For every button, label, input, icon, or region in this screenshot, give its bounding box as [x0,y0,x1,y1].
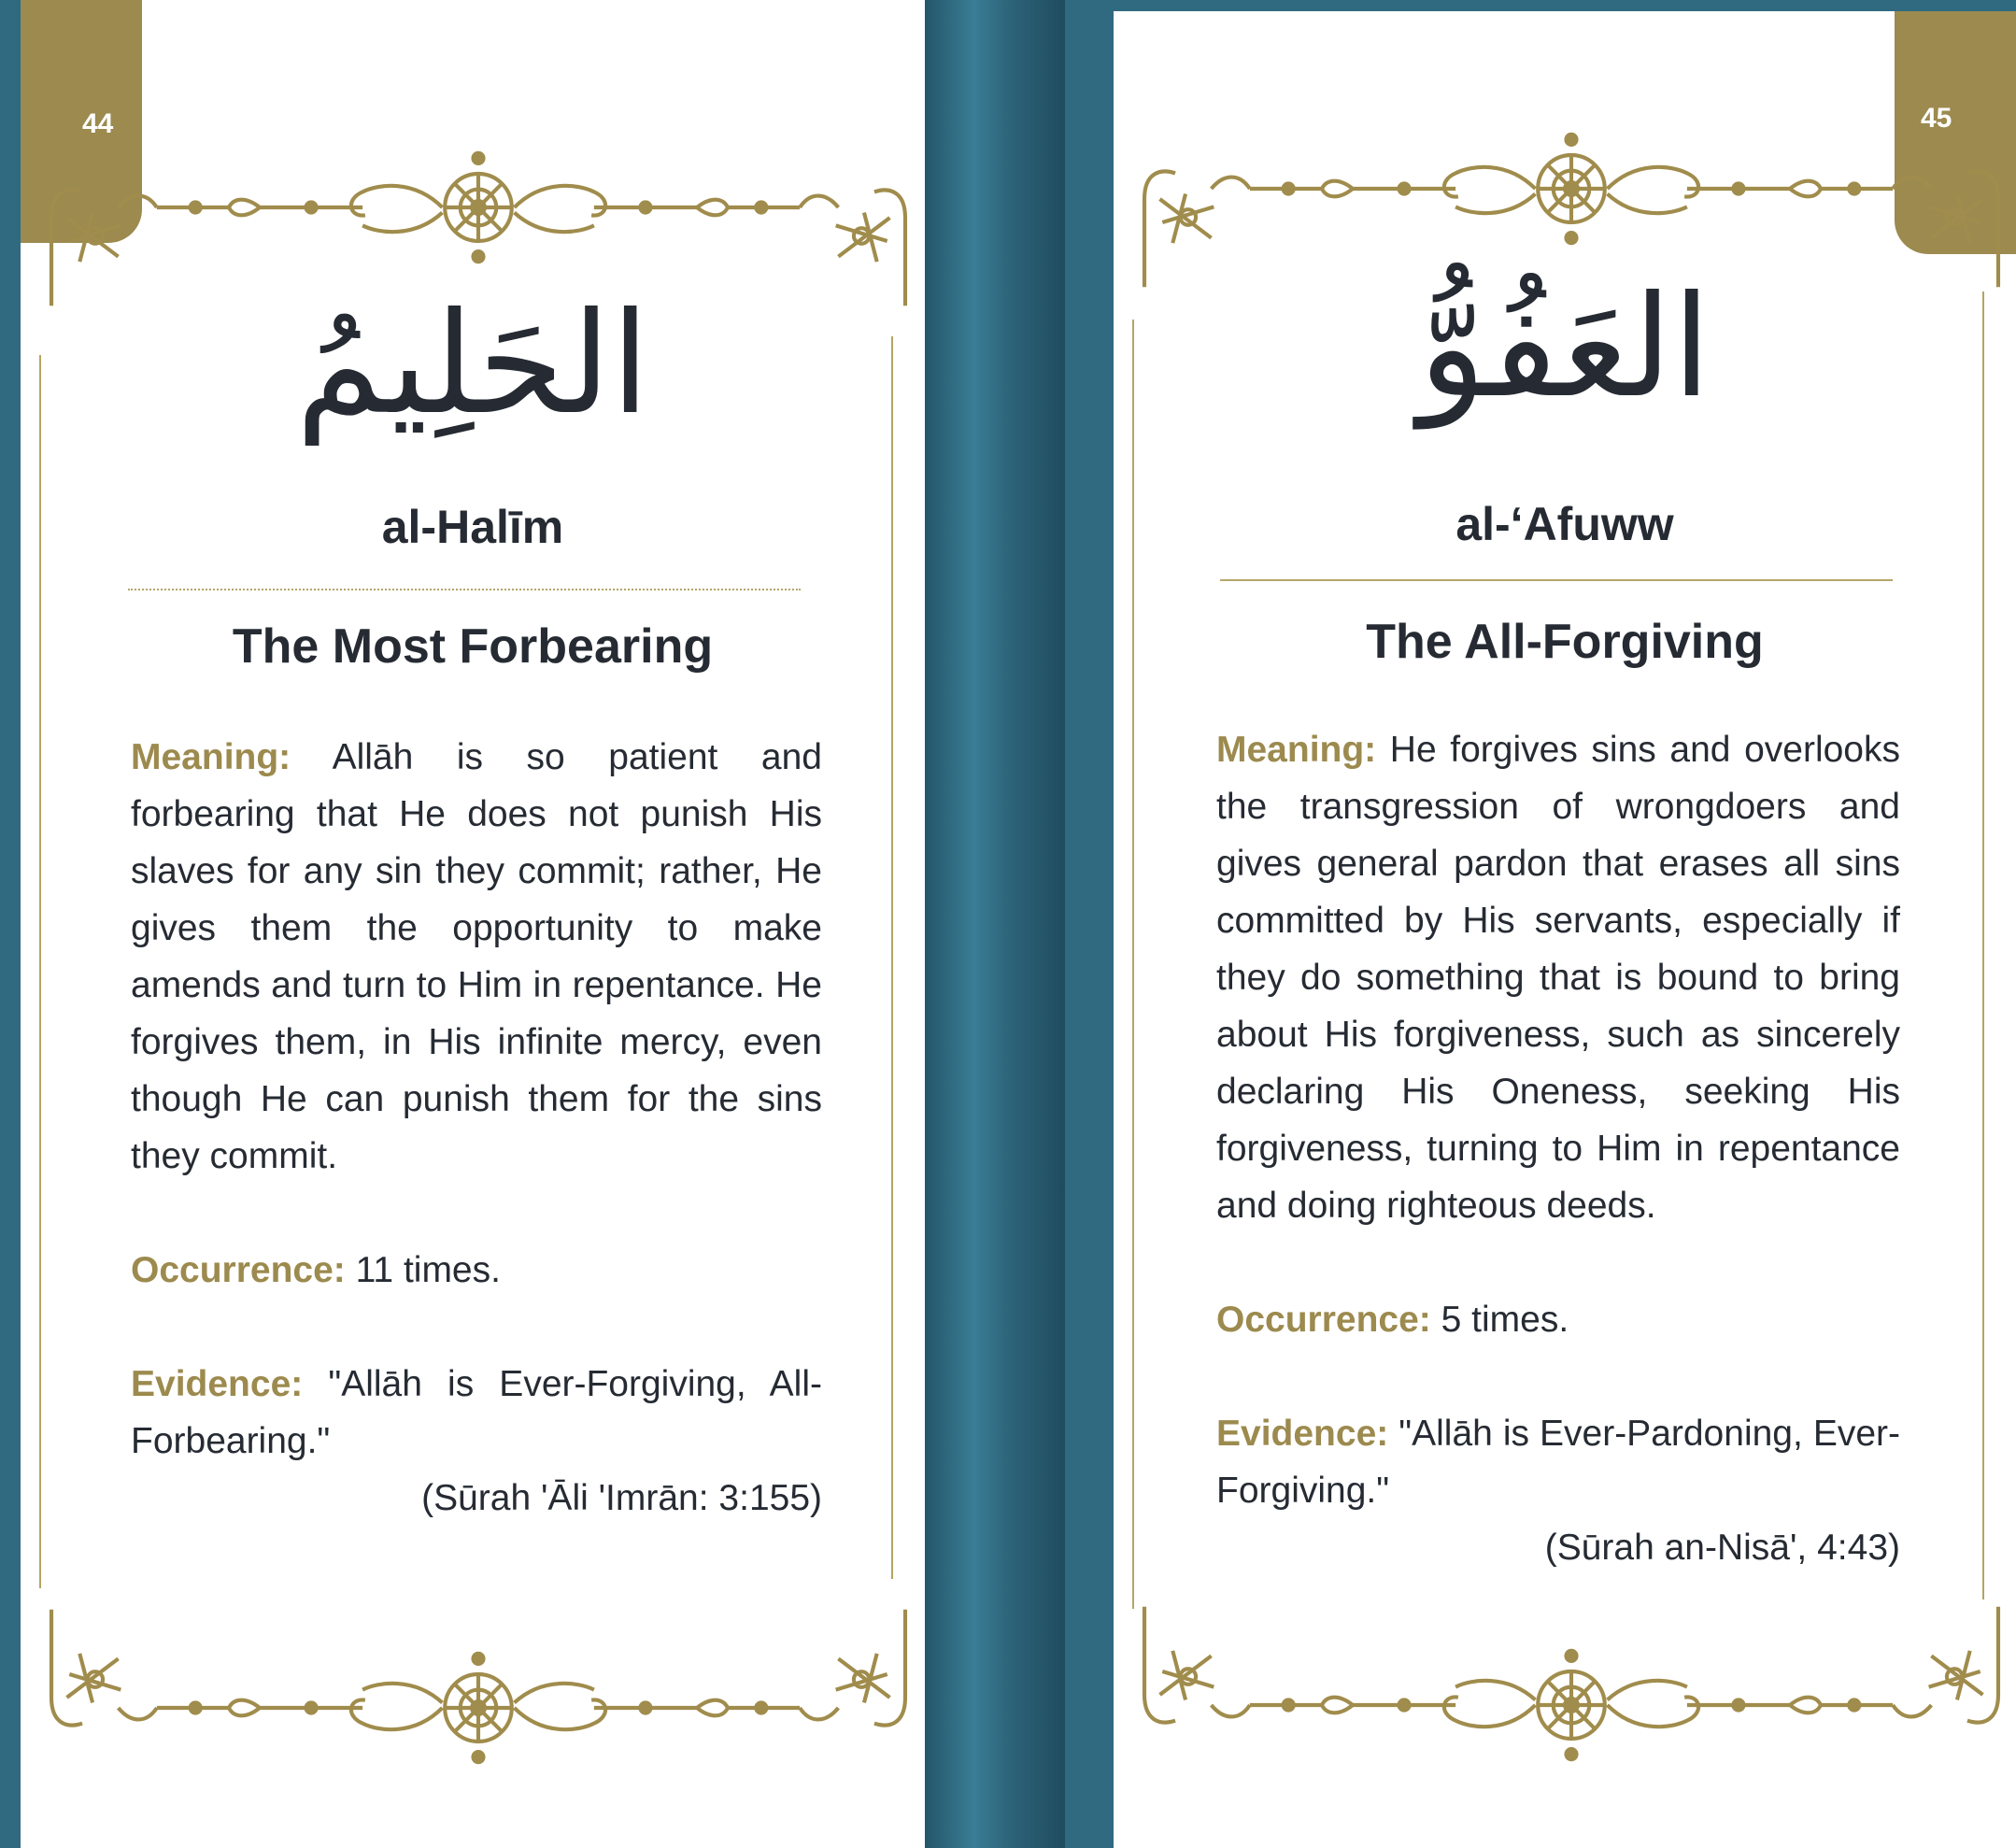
english-name: The All-Forgiving [1366,615,1764,669]
bottom-ornament [1134,1604,2009,1772]
evidence-reference: (Sūrah an-Nisā', 4:43) [1544,1528,1900,1568]
left-page [21,0,925,1848]
right-border-line [1982,291,1984,1599]
transliteration: al-‘Afuww [1455,498,1674,550]
title-divider [128,589,801,590]
occurrence-text: 11 times. [355,1250,501,1290]
occurrence-paragraph [1216,1291,1900,1348]
description-body [1216,721,1900,1576]
meaning-label: Meaning: [1216,730,1377,770]
meaning-paragraph [1216,721,1900,1234]
evidence-text: "Allāh is Ever-Pardoning, Ever-Forgiving." [1216,1414,1901,1511]
evidence-label: Evidence: [1216,1414,1389,1454]
english-name: The Most Forbearing [232,619,714,674]
description-body [131,729,822,1527]
evidence-reference: (Sūrah 'Āli 'Imrān: 3:155) [421,1478,822,1518]
arabic-name: الحَلِيمُ [295,283,650,446]
bottom-ornament [41,1607,916,1775]
evidence-text: "Allāh is Ever-Forgiving, All-Forbearing." [131,1364,822,1461]
page-number: 44 [82,108,114,139]
occurrence-label: Occurrence: [131,1250,346,1290]
page-number: 45 [1921,103,1952,134]
occurrence-label: Occurrence: [1216,1300,1431,1340]
title-divider [1220,579,1893,581]
book-gutter [925,0,1065,1848]
meaning-text: He forgives sins and overlooks the transgression of wrongdoers and gives general pardon that erases all sins committed by His servants, especially if they do something that is bound to bring about His forgiveness, such as sincerely declaring His Oneness, seeking His forgiveness, turning to Him in repentance and doing righteous deeds. [1216,730,1900,1226]
evidence-label: Evidence: [131,1364,304,1404]
evidence-paragraph [1216,1405,1900,1519]
meaning-label: Meaning: [131,737,291,777]
meaning-text: Allāh is so patient and forbearing that He does not punish His slaves for any sin they commit; rather, He gives them the opportunity to make amends and turn to Him in repentance. He forgives them, in His infinite mercy, even though He can punish them for the sins they commit. [131,737,822,1176]
arabic-name: العَفُوُّ [1418,266,1711,429]
occurrence-paragraph [131,1242,822,1299]
evidence-paragraph [131,1356,822,1470]
meaning-paragraph [131,729,822,1185]
transliteration: al-Halīm [381,501,564,553]
right-page [1114,11,2016,1848]
occurrence-text: 5 times. [1441,1300,1569,1340]
